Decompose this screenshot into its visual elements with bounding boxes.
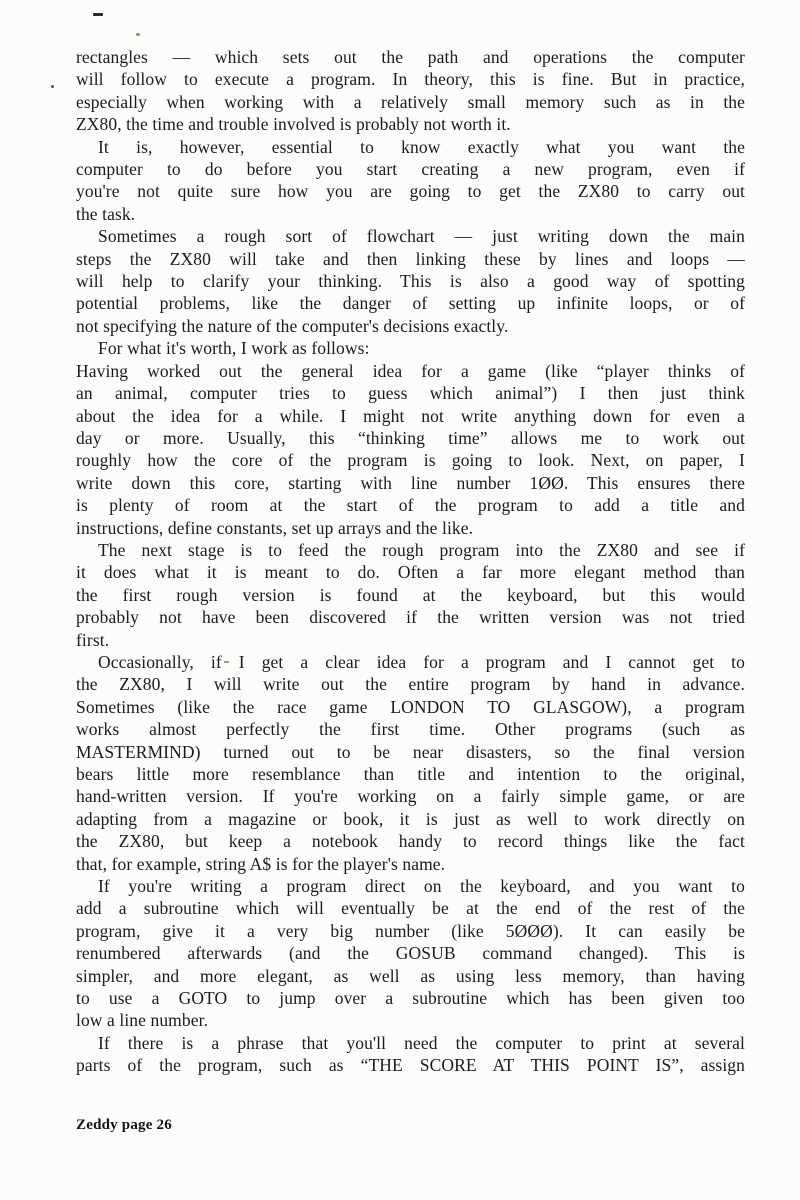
- text-line: first.: [76, 629, 110, 650]
- text-line: MASTERMIND) turned out to be near disasters, so the final version: [76, 741, 745, 762]
- page-footer: Zeddy page 26: [76, 1117, 172, 1133]
- paragraph: [76, 875, 745, 1032]
- paragraph: [76, 651, 745, 875]
- text-line: will follow to execute a program. In theory, this is fine. But in practice,: [76, 69, 745, 90]
- text-line: Sometimes (like the race game LONDON TO GLASGOW), a program: [76, 696, 745, 717]
- text-line: especially when working with a relatively small memory such as in the: [76, 91, 745, 112]
- book-page: [76, 46, 745, 1077]
- scan-artifact-dot: [136, 33, 140, 36]
- text-line: rectangles — which sets out the path and operations the computer: [76, 47, 745, 67]
- text-line: Having worked out the general idea for a game (like “player thinks of: [76, 360, 745, 381]
- text-line: Sometimes a rough sort of flowchart — just writing down the main: [98, 226, 745, 247]
- scan-artifact-dot: [51, 85, 54, 88]
- text-line: write down this core, starting with line number 1ØØ. This ensures there: [76, 472, 745, 493]
- text-line: If you're writing a program direct on the keyboard, and you want to: [98, 876, 745, 897]
- text-line: the ZX80, I will write out the entire program by hand in advance.: [76, 674, 745, 695]
- paragraph: [76, 360, 745, 539]
- text-line: probably not have been discovered if the written version was not tried: [76, 607, 745, 628]
- text-line: simpler, and more elegant, as well as using less memory, than having: [76, 965, 745, 986]
- text-line: that, for example, string A$ is for the player's name.: [76, 853, 446, 874]
- scan-artifact-dash: [93, 13, 103, 16]
- text-line: parts of the program, such as “THE SCORE AT THIS POINT IS”, assign: [76, 1055, 745, 1076]
- text-line: an animal, computer tries to guess which animal”) I then just think: [76, 383, 745, 404]
- paragraph: [76, 1032, 745, 1077]
- text-line: works almost perfectly the first time. Other programs (such as: [76, 719, 745, 740]
- paragraph: [76, 46, 745, 136]
- paragraph: [76, 337, 745, 359]
- text-line: The next stage is to feed the rough program into the ZX80 and see if: [98, 539, 745, 560]
- text-line: day or more. Usually, this “thinking time” allows me to work out: [76, 427, 745, 448]
- text-line: steps the ZX80 will take and then linking these by lines and loops —: [76, 248, 745, 269]
- text-line: Occasionally, if I get a clear idea for a program and I cannot get to: [98, 651, 745, 672]
- text-line: add a subroutine which will eventually be at the end of the rest of the: [76, 898, 745, 919]
- text-line: not specifying the nature of the computer's decisions exactly.: [76, 315, 509, 336]
- text-line: you're not quite sure how you are going to get the ZX80 to carry out: [76, 181, 745, 202]
- text-line: the ZX80, but keep a notebook handy to record things like the fact: [76, 831, 745, 852]
- text-line: will help to clarify your thinking. This is also a good way of spotting: [76, 271, 745, 292]
- text-line: is plenty of room at the start of the program to add a title and: [76, 495, 745, 516]
- text-line: renumbered afterwards (and the GOSUB command changed). This is: [76, 943, 745, 964]
- text-line: adapting from a magazine or book, it is just as well to work directly on: [76, 808, 745, 829]
- text-line: to use a GOTO to jump over a subroutine which has been given too: [76, 988, 745, 1009]
- text-line: For what it's worth, I work as follows:: [98, 338, 370, 359]
- text-line: bears little more resemblance than title and intention to the original,: [76, 764, 745, 784]
- text-line: about the idea for a while. I might not write anything down for even a: [76, 405, 745, 426]
- text-line: ZX80, the time and trouble involved is probably not worth it.: [76, 114, 511, 135]
- paragraph: [76, 539, 745, 651]
- text-block: [76, 46, 745, 1077]
- text-line: roughly how the core of the program is going to look. Next, on paper, I: [76, 450, 745, 471]
- text-line: the first rough version is found at the keyboard, but this would: [76, 584, 745, 605]
- text-line: instructions, define constants, set up arrays and the like.: [76, 517, 474, 538]
- paragraph: [76, 136, 745, 226]
- text-line: program, give it a very big number (like 5ØØØ). It can easily be: [76, 920, 745, 941]
- text-line: low a line number.: [76, 1010, 209, 1031]
- paragraph: [76, 225, 745, 337]
- text-line: computer to do before you start creating a new program, even if: [76, 159, 745, 180]
- text-line: If there is a phrase that you'll need the computer to print at several: [98, 1032, 745, 1053]
- text-line: potential problems, like the danger of setting up infinite loops, or of: [76, 293, 745, 314]
- text-line: hand-written version. If you're working on a fairly simple game, or are: [76, 786, 745, 807]
- text-line: the task.: [76, 203, 136, 224]
- text-line: it does what it is meant to do. Often a far more elegant method than: [76, 562, 745, 583]
- text-line: It is, however, essential to know exactly what you want the: [98, 136, 745, 157]
